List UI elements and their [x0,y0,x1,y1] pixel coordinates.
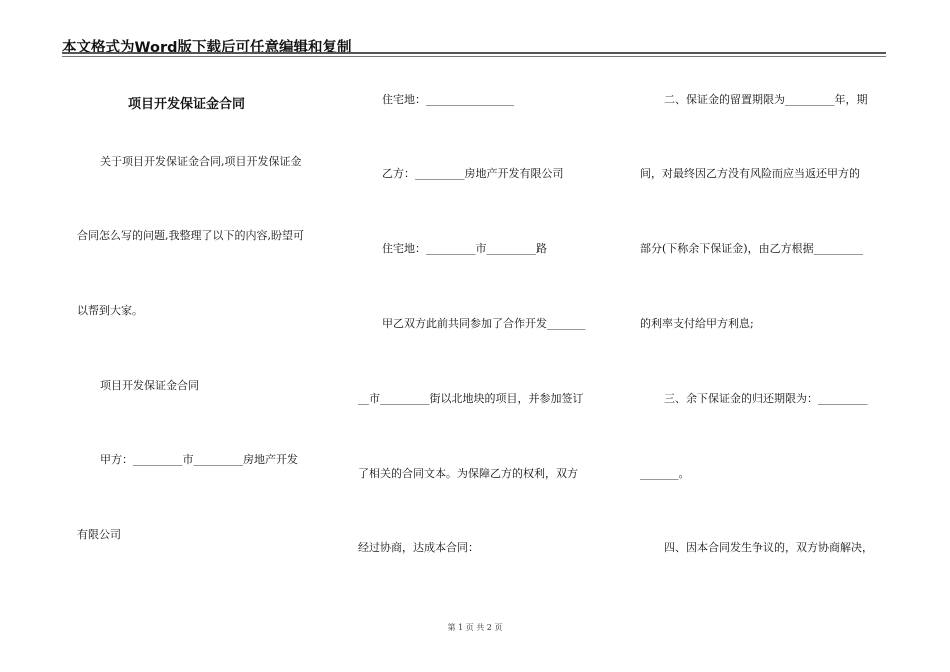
col2-line-2: 乙方：_________房地产开发有限公司 [382,167,564,180]
col2-line-6: 了相关的合同文本。为保障乙方的权利，双方 [358,467,578,480]
header-rule [62,52,886,54]
col1-line-5: 甲方：_________市_________房地产开发 [100,453,298,466]
col3-line-2: 间，对最终因乙方没有风险而应当返还甲方的 [640,167,860,180]
document-title: 项目开发保证金合同 [128,97,246,112]
header-rule-thin [62,56,886,57]
page-number: 第 1 页 共 2 页 [447,623,503,632]
col3-line-5: 三、余下保证金的归还期限为：_________ [664,392,868,405]
col3-line-6: _______。 [640,467,690,480]
col3-line-7: 四、因本合同发生争议的，双方协商解决， [664,541,873,554]
col2-line-5: __市_________街以北地块的项目，并参加签订 [358,392,584,405]
col1-line-2: 合同怎么写的问题,我整理了以下的内容,盼望可 [77,229,304,242]
col1-line-3: 以帮到大家。 [77,304,143,317]
col2-line-4: 甲乙双方此前共同参加了合作开发_______ [382,317,586,330]
col1-line-6: 有限公司 [77,528,121,541]
col1-line-4: 项目开发保证金合同 [100,379,199,392]
col1-line-1: 关于项目开发保证金合同,项目开发保证金 [100,155,302,168]
col3-line-1: 二、保证金的留置期限为_________年，期 [664,93,868,106]
col2-line-3: 住宅地：_________市_________路 [382,242,547,255]
col3-line-3: 部分(下称余下保证金)，由乙方根据_________ [640,242,864,255]
col2-line-7: 经过协商，达成本合同： [358,541,479,554]
document-header: 本文格式为Word版下载后可任意编辑和复制 [62,40,352,56]
col2-line-1: 住宅地：________________ [382,93,514,106]
col3-line-4: 的利率支付给甲方利息; [640,317,754,330]
